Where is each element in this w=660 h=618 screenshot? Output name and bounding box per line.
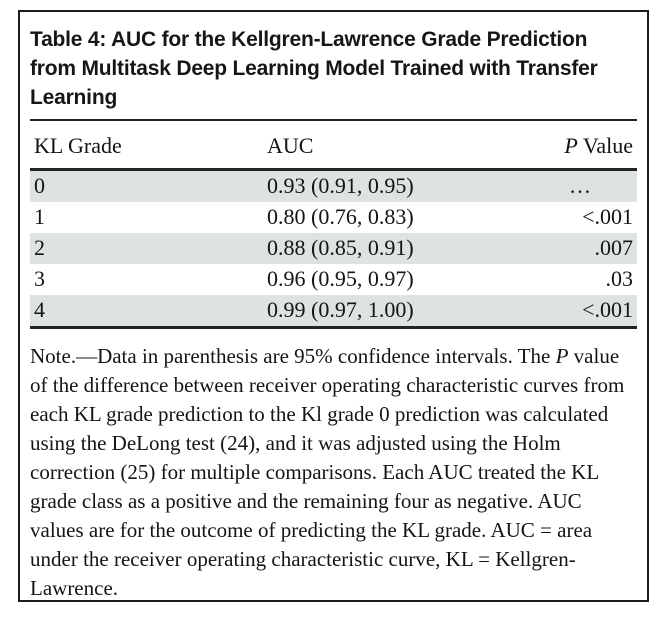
table-note (30, 342, 637, 603)
cell-auc: 0.93 (0.91, 0.95) (267, 173, 414, 198)
cell-p-value: .007 (594, 235, 633, 260)
cell-kl-grade: 3 (34, 266, 45, 291)
table-title-line: Learning (30, 86, 118, 109)
table-row (30, 233, 637, 264)
cell-kl-grade: 1 (34, 204, 45, 229)
cell-auc: 0.99 (0.97, 1.00) (263, 295, 518, 328)
column-header-kl-grade: KL Grade (30, 121, 263, 170)
table-title (30, 25, 637, 112)
table-title-line: Table 4: AUC for the Kellgren-Lawrence Grade Prediction (30, 28, 588, 51)
cell-kl-grade: 0 (34, 173, 45, 198)
note-text-segment: value of the difference between receiver operating characteristic curves from each KL grade prediction to the Kl grade 0 prediction was calculated using the DeLong test (24), and it was adjusted using the Holm correction (25) for multiple comparisons. Each AUC treated the KL grade class as a positive and the remaining four as negative. AUC values are for the outcome of predicting the KL grade. AUC = area under the receiver operating characteristic curve, KL = Kellgren-Lawrence. (30, 344, 625, 600)
table-header-row (30, 121, 637, 170)
p-value-italic-p: P (564, 133, 578, 158)
table-body (30, 170, 637, 328)
cell-p-value: .03 (605, 266, 633, 291)
column-header-p-value (518, 121, 637, 170)
auc-results-table (30, 121, 637, 329)
table-panel (18, 10, 649, 602)
table-panel-content (20, 12, 647, 603)
table-row (30, 170, 637, 203)
p-value-rest: Value (577, 133, 633, 158)
cell-auc: 0.96 (0.95, 0.97) (267, 266, 414, 291)
cell-kl-grade: 2 (34, 235, 45, 260)
cell-auc: 0.80 (0.76, 0.83) (267, 204, 414, 229)
table-row (30, 295, 637, 328)
cell-p-value: … (569, 173, 591, 198)
table-row (30, 202, 637, 233)
column-header-auc: AUC (263, 121, 518, 170)
table-header (30, 121, 637, 170)
table-title-line: from Multitask Deep Learning Model Trained with Transfer (30, 57, 598, 80)
table-row (30, 264, 637, 295)
cell-p-value: <.001 (518, 295, 637, 328)
note-text-segment: Note.—Data in parenthesis are 95% confidence intervals. The (30, 344, 556, 368)
cell-auc: 0.88 (0.85, 0.91) (267, 235, 414, 260)
cell-kl-grade: 4 (30, 295, 263, 328)
cell-p-value: <.001 (582, 204, 633, 229)
note-italic-p: P (555, 344, 569, 368)
